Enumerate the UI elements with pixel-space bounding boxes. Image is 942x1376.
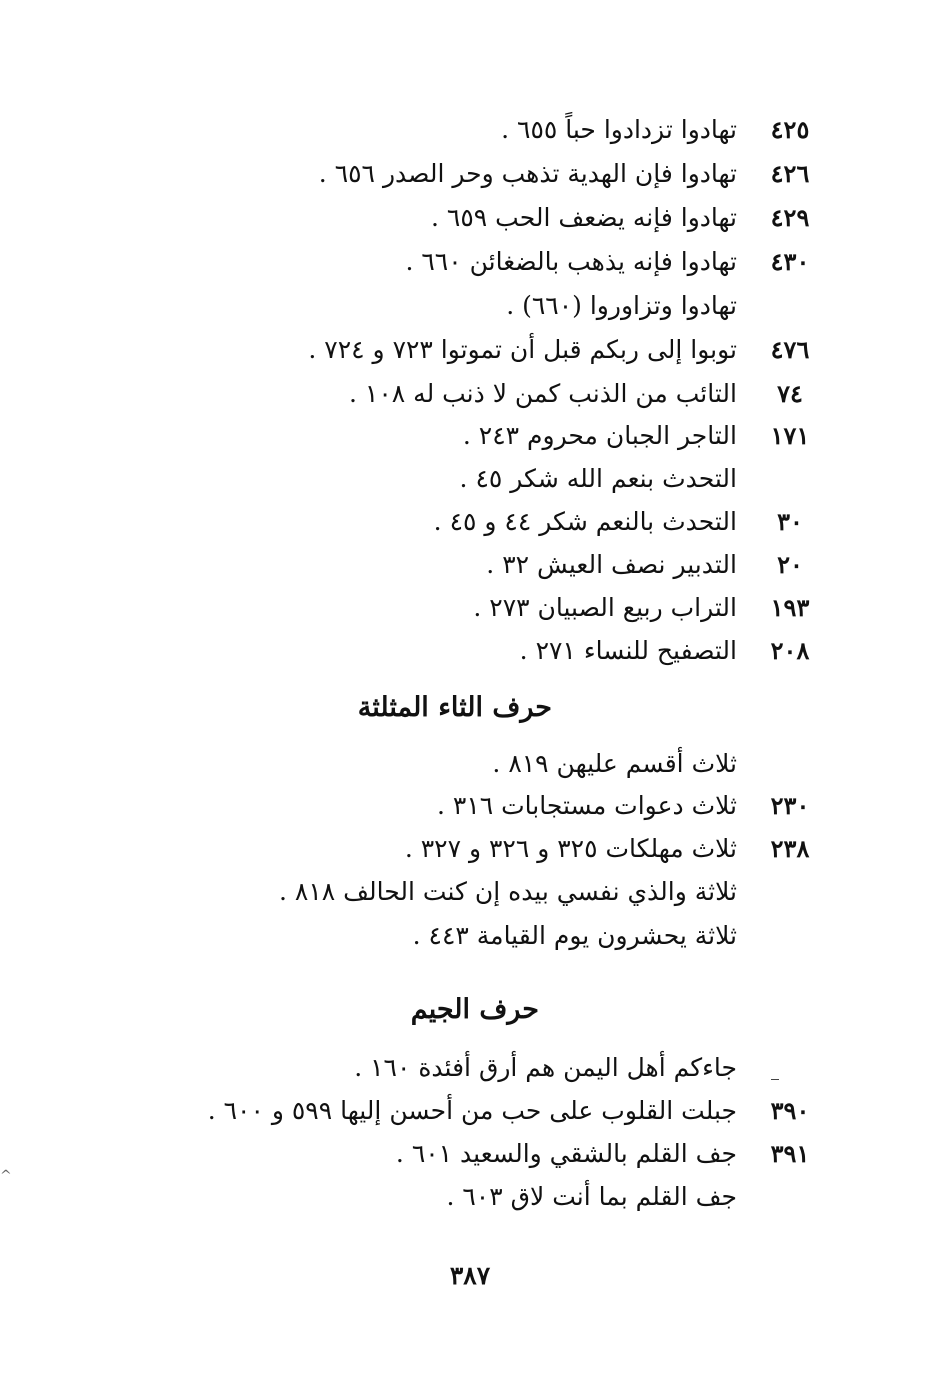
entry-number: ٤٢٦ [770, 159, 810, 188]
entry-number: ٣٠ [777, 507, 803, 536]
entry-text: جف القلم بالشقي والسعيد ٦٠١ . [395, 1139, 737, 1168]
entry-number [760, 872, 820, 912]
caret-mark: ^ [0, 1168, 12, 1184]
entry-number: ٤٣٠ [770, 247, 810, 276]
entry-number: ٢٠٨ [770, 636, 810, 665]
entry-number [760, 1048, 820, 1088]
entry-text: ثلاثة يحشرون يوم القيامة ٤٤٣ . [412, 921, 737, 950]
entry-number: ٢٣٠ [770, 791, 810, 820]
entry-number [760, 916, 820, 956]
entry-number [760, 744, 820, 784]
entry-number: ٤٧٦ [770, 335, 810, 364]
entry-text: التراب ربيع الصبيان ٢٧٣ . [473, 593, 737, 622]
entry-text: توبوا إلى ربكم قبل أن تموتوا ٧٢٣ و ٧٢٤ . [308, 335, 737, 364]
entry-number: ١٩٣ [770, 593, 810, 622]
section-heading-jim: حرف الجيم [410, 994, 539, 1025]
entry-text: جبلت القلوب على حب من أحسن إليها ٥٩٩ و ٦٠٠ . [207, 1096, 737, 1125]
entry-text: جف القلم بما أنت لاق ٦٠٣ . [446, 1182, 737, 1211]
page-number: ٣٨٧ [449, 1261, 491, 1290]
entry-number: ٣٩١ [770, 1139, 810, 1168]
entry-text: جاءكم أهل اليمن هم أرق أفئدة ١٦٠ . [354, 1053, 737, 1082]
entry-text: تهادوا تزدادوا حباً ٦٥٥ . [501, 115, 737, 144]
entry-text: التاجر الجبان محروم ٢٤٣ . [462, 421, 737, 450]
entry-text: التحدث بالنعم شكر ٤٤ و ٤٥ . [433, 507, 737, 536]
entry-text: تهادوا وتزاوروا (٦٦٠) . [506, 291, 737, 320]
entry-number: ١٧١ [770, 421, 810, 450]
entry-text: التائب من الذنب كمن لا ذنب له ١٠٨ . [349, 379, 737, 408]
entry-number: ٧٤ [777, 379, 803, 408]
entry-number: ٢٣٨ [770, 834, 810, 863]
entry-text: التصفيح للنساء ٢٧١ . [519, 636, 737, 665]
section-heading-tha: حرف الثاء المثلثة [357, 692, 552, 723]
entry-text: التدبير نصف العيش ٣٢ . [486, 550, 737, 579]
entry-number [760, 1177, 820, 1217]
entry-number: ٤٢٥ [770, 115, 810, 144]
entry-text: ثلاث مهلكات ٣٢٥ و ٣٢٦ و ٣٢٧ . [404, 834, 737, 863]
entry-text: ثلاثة والذي نفسي بيده إن كنت الحالف ٨١٨ . [279, 877, 737, 906]
entry-number: ٢٠ [777, 550, 803, 579]
entry-text: ثلاث أقسم عليهن ٨١٩ . [492, 749, 737, 778]
entry-number: ٣٩٠ [770, 1096, 810, 1125]
entry-text: ثلاث دعوات مستجابات ٣١٦ . [436, 791, 737, 820]
entry-text: التحدث بنعم الله شكر ٤٥ . [459, 464, 737, 493]
entry-text: تهادوا فإن الهدية تذهب وحر الصدر ٦٥٦ . [318, 159, 737, 188]
entry-text: تهادوا فإنه يضعف الحب ٦٥٩ . [431, 203, 737, 232]
entry-number: ٤٢٩ [770, 203, 810, 232]
entry-number [760, 459, 820, 499]
entry-text: تهادوا فإنه يذهب بالضغائن ٦٦٠ . [405, 247, 737, 276]
entry-number [760, 286, 820, 326]
